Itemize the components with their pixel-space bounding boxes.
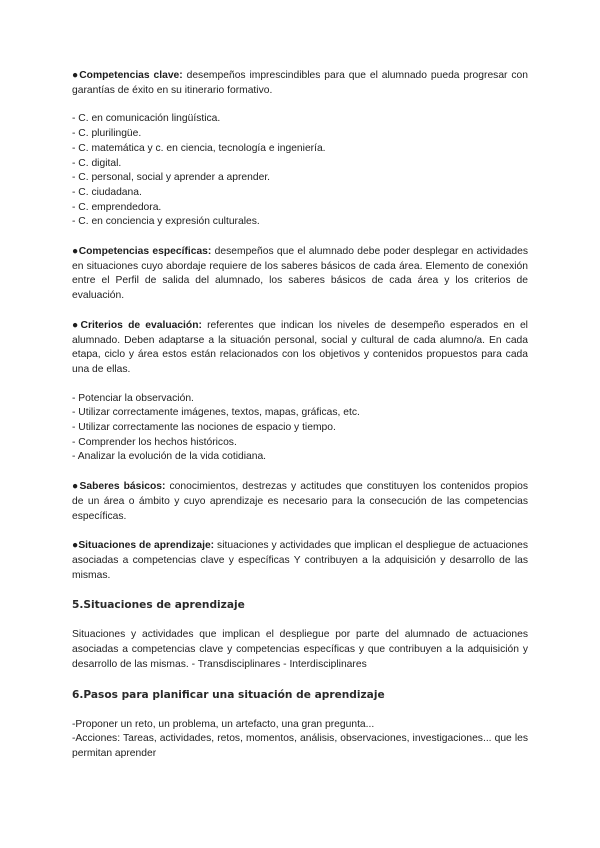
term-situaciones-aprendizaje: Situaciones de aprendizaje: [78, 540, 215, 552]
definition-situaciones-aprendizaje: situaciones y actividades que implican el despliegue de actuaciones asociadas a competencias clave y específicas Y contribuyen a la adquisición y desarrollo de las mismas. [72, 540, 528, 581]
section-5-heading: 5.Situaciones de aprendizaje [72, 599, 245, 612]
definition-competencias-especificas: desempeños que el alumnado debe poder desplegar en actividades en situaciones cuyo abordaje requiere de los saberes básicos de cada área. Elemento de conexión entre el Perfil de salida del alumnado, los saberes básicos de cada área y los criterios de evaluación. [72, 246, 528, 302]
list-item: - Utilizar correctamente imágenes, textos, mapas, gráficas, etc. [72, 407, 360, 419]
list-item: - C. personal, social y aprender a aprender. [72, 172, 271, 184]
list-item: - Comprender los hechos históricos. [72, 436, 237, 448]
definition-competencias-clave: desempeños imprescindibles para que el alumnado pueda progresar con garantías de éxito en su itinerario formativo. [72, 70, 528, 96]
section-6-line-1: -Proponer un reto, un problema, un artefacto, una gran pregunta... [72, 718, 375, 730]
term-criterios-evaluacion: Criterios de evaluación: [80, 319, 202, 331]
list-item: - Analizar la evolución de la vida cotidiana. [72, 451, 267, 463]
term-competencias-especificas: Competencias específicas: [78, 246, 212, 258]
list-item: - C. emprendedora. [72, 201, 162, 213]
section-6-line-2: -Acciones: Tareas, actividades, retos, momentos, análisis, observaciones, investigaciones... que les permitan aprender [72, 733, 528, 759]
section-6-heading: 6.Pasos para planificar una situación de aprendizaje [72, 688, 385, 701]
definition-criterios-evaluacion: referentes que indican los niveles de desempeño esperados en el alumnado. Deben adaptarse a la situación personal, social y cultural de cada alumno/a. En cada etapa, ciclo y área estos están relacionados con los objetivos y contenidos propuestos para cada una de ellas. [72, 319, 528, 375]
bullet: ● [72, 540, 79, 552]
saberes-basicos-paragraph [72, 480, 528, 524]
section-5-paragraph: Situaciones y actividades que implican el despliegue por parte del alumnado de actuaciones asociadas a competencias clave y competencias específicas y que contribuyen a la adquisición y desarrollo de las mismas. - Transdisciplinares - Interdisciplinares [72, 629, 528, 670]
term-competencias-clave: Competencias clave: [79, 70, 183, 81]
list-item: - C. plurilingüe. [72, 128, 142, 140]
term-saberes-basicos: Saberes básicos: [79, 481, 166, 493]
competencias-clave-list [72, 112, 528, 230]
competencias-especificas-paragraph [72, 245, 528, 304]
bullet: ● [72, 481, 80, 493]
list-item: - Utilizar correctamente las nociones de espacio y tiempo. [72, 422, 336, 434]
list-item: - C. ciudadana. [72, 186, 142, 198]
bullet: ● [72, 246, 79, 258]
bullet: ● [72, 319, 81, 331]
list-item: - C. en comunicación lingüística. [72, 113, 221, 125]
list-item: - C. matemática y c. en ciencia, tecnología e ingeniería. [72, 142, 326, 154]
criterios-evaluacion-list [72, 392, 528, 466]
competencias-clave-paragraph [72, 69, 528, 98]
list-item: - C. digital. [72, 157, 122, 169]
list-item: - Potenciar la observación. [72, 392, 194, 404]
list-item: - C. en conciencia y expresión culturales. [72, 216, 260, 228]
criterios-evaluacion-paragraph [72, 319, 528, 378]
situaciones-aprendizaje-paragraph [72, 539, 528, 583]
definition-saberes-basicos: conocimientos, destrezas y actitudes que constituyen los contenidos propios de un área o ámbito y cuyo aprendizaje es necesario para la consecución de las competencias específicas. [72, 481, 528, 522]
bullet: ● [72, 70, 80, 81]
